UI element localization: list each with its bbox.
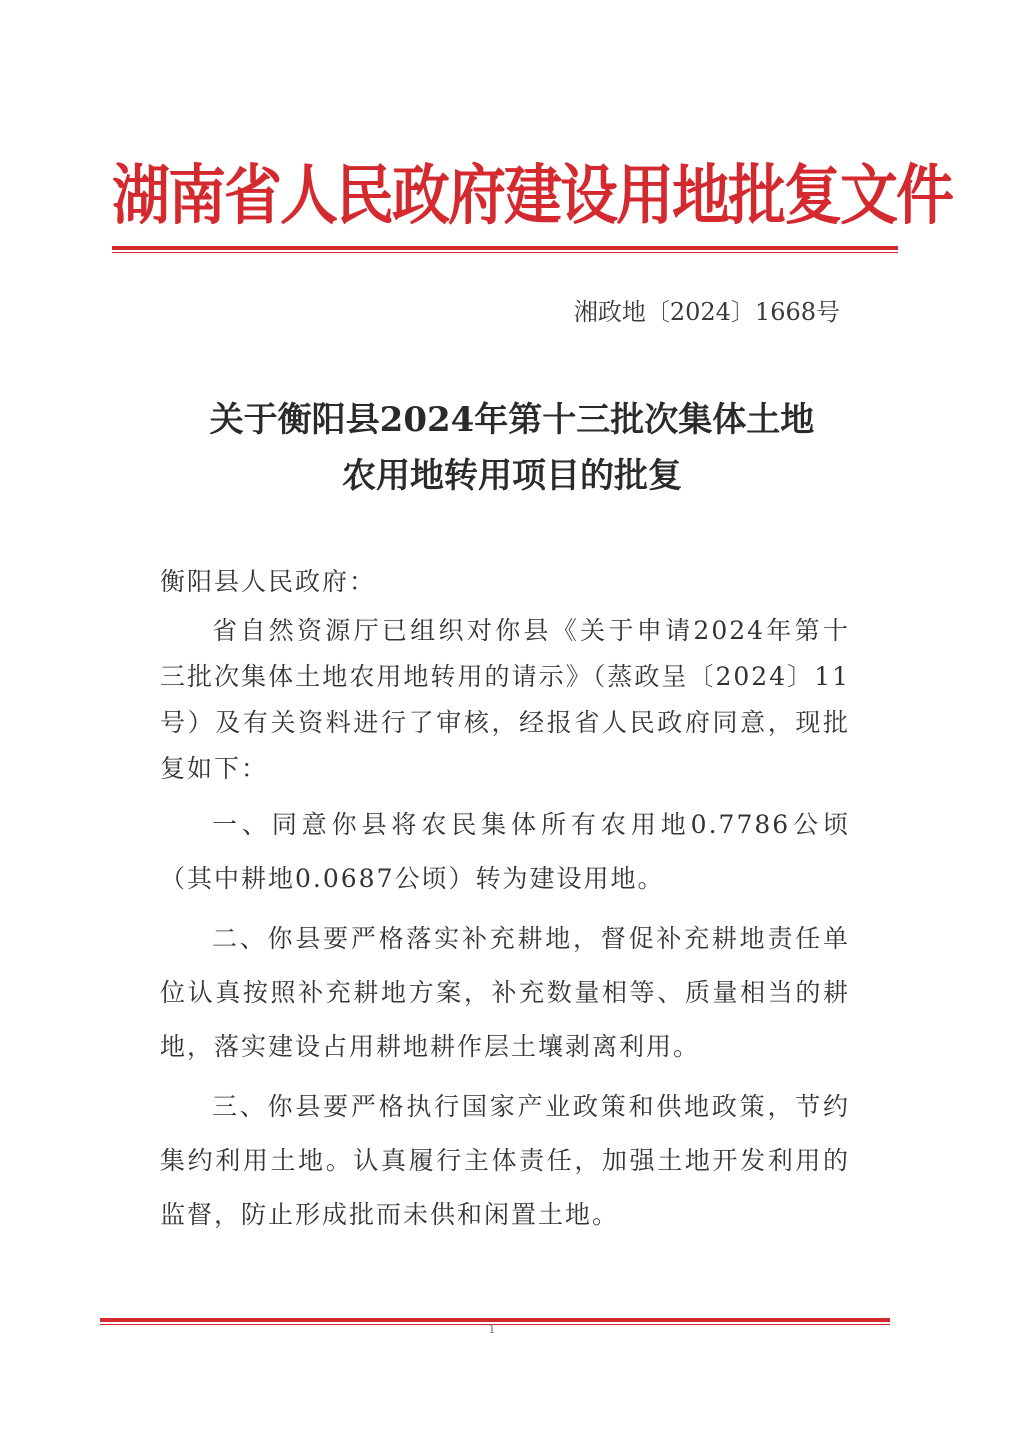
item-1-paragraph: 一、同意你县将农民集体所有农用地0.7786公顷（其中耕地0.0687公顷）转为建设用地。 <box>160 810 850 893</box>
masthead-title: 湖南省人民政府建设用地批复文件 <box>112 156 953 234</box>
page-number: 1 <box>488 1322 496 1336</box>
salutation: 衡阳县人民政府： <box>160 567 377 596</box>
document-title <box>150 392 874 504</box>
intro-paragraph: 省自然资源厅已组织对你县《关于申请2024年第十三批次集体土地农用地转用的请示》（蒸政呈〔2024〕11号）及有关资料进行了审核，经报省人民政府同意，现批复如下： <box>160 616 850 783</box>
item-3-paragraph: 三、你县要严格执行国家产业政策和供地政策，节约集约利用土地。认真履行主体责任，加强土地开发利用的监督，防止形成批而未供和闲置土地。 <box>160 1092 850 1229</box>
title-line-2: 农用地转用项目的批复 <box>342 456 682 496</box>
item-2-paragraph: 二、你县要严格落实补充耕地，督促补充耕地责任单位认真按照补充耕地方案，补充数量相等、质量相当的耕地，落实建设占用耕地耕作层土壤剥离利用。 <box>160 924 850 1061</box>
document-body <box>160 558 850 1242</box>
masthead-red-rule <box>112 246 898 253</box>
document-number: 湘政地〔2024〕1668号 <box>573 298 840 326</box>
title-line-1: 关于衡阳县2024年第十三批次集体土地 <box>209 400 815 440</box>
